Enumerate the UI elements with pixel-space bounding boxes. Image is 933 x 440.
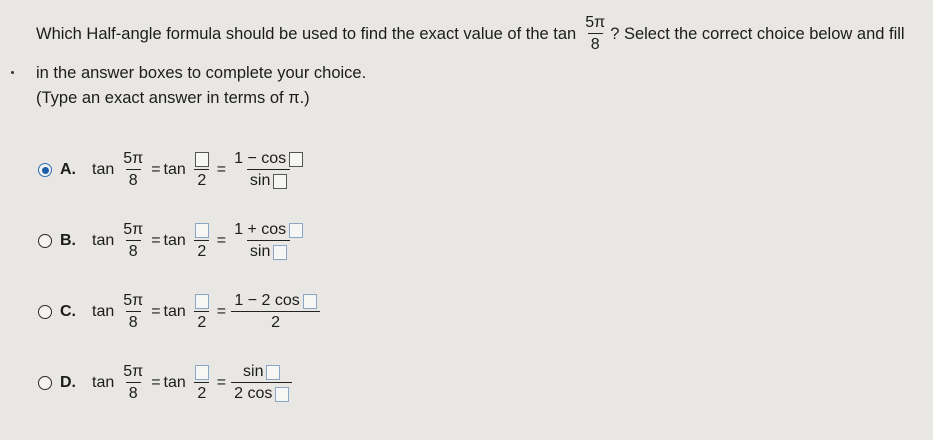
fraction-den-text: sin xyxy=(249,243,271,260)
fraction-den: 2 xyxy=(194,169,209,189)
radio-c[interactable] xyxy=(38,305,52,319)
choice-c[interactable] xyxy=(38,293,322,331)
answer-box[interactable] xyxy=(303,294,317,309)
tan-label: tan xyxy=(163,303,186,320)
answer-box[interactable] xyxy=(273,174,287,189)
middle-fraction xyxy=(192,365,212,402)
fraction-den-text: 2 cos xyxy=(234,385,273,402)
choice-expression xyxy=(92,293,322,331)
choice-letter: A. xyxy=(60,161,76,178)
fraction-den-text: 2 xyxy=(271,314,281,331)
answer-box[interactable] xyxy=(195,152,209,167)
choice-letter: C. xyxy=(60,303,76,320)
question-fraction-num: 5π xyxy=(585,14,606,31)
fraction-den: 2 xyxy=(194,382,209,402)
question-line-1 xyxy=(36,6,905,62)
answer-box[interactable] xyxy=(289,152,303,167)
equals-sign: = xyxy=(151,303,161,320)
question-text-before: Which Half-angle formula should be used to find the exact value of the tan xyxy=(36,24,577,43)
tan-label: tan xyxy=(163,232,186,249)
fraction-den: 8 xyxy=(126,240,141,260)
fraction-den: 8 xyxy=(126,382,141,402)
choice-b[interactable] xyxy=(38,222,308,260)
choice-letter: B. xyxy=(60,232,76,249)
fraction-num-text: 1 − 2 cos xyxy=(234,292,300,309)
fraction-den: 8 xyxy=(126,311,141,331)
fraction-den: 2 xyxy=(194,311,209,331)
equals-sign: = xyxy=(151,374,161,391)
fraction-num: 5π xyxy=(123,150,144,167)
left-fraction xyxy=(120,293,146,331)
equals-sign: = xyxy=(151,161,161,178)
right-fraction xyxy=(231,151,306,189)
tan-label: tan xyxy=(92,374,115,391)
choice-letter: D. xyxy=(60,374,76,391)
answer-box[interactable] xyxy=(195,294,209,309)
equals-sign: = xyxy=(216,303,227,320)
fraction-den: 8 xyxy=(126,169,141,189)
question-fraction xyxy=(582,15,608,53)
right-fraction xyxy=(231,222,306,260)
choice-expression xyxy=(92,364,294,402)
middle-fraction xyxy=(192,152,212,189)
choice-d[interactable] xyxy=(38,364,294,402)
tan-label: tan xyxy=(92,232,115,249)
answer-box[interactable] xyxy=(273,245,287,260)
fraction-den: 2 xyxy=(194,240,209,260)
tan-label: tan xyxy=(92,303,115,320)
radio-a[interactable] xyxy=(38,163,52,177)
fraction-num: 5π xyxy=(123,221,144,238)
radio-b[interactable] xyxy=(38,234,52,248)
answer-box[interactable] xyxy=(195,223,209,238)
answer-box[interactable] xyxy=(195,365,209,380)
answer-box[interactable] xyxy=(275,387,289,402)
right-fraction xyxy=(231,364,292,402)
fraction-num-text: sin xyxy=(243,363,264,380)
equals-sign: = xyxy=(216,161,227,178)
question-line-2: in the answer boxes to complete your choice. xyxy=(36,64,367,82)
fraction-den-text: sin xyxy=(249,172,271,189)
left-fraction xyxy=(120,222,146,260)
answer-box[interactable] xyxy=(289,223,303,238)
equals-sign: = xyxy=(216,374,227,391)
tan-label: tan xyxy=(92,161,115,178)
middle-fraction xyxy=(192,294,212,331)
choice-expression xyxy=(92,151,308,189)
answer-box[interactable] xyxy=(266,365,280,380)
choice-expression xyxy=(92,222,308,260)
equals-sign: = xyxy=(151,232,161,249)
choice-a[interactable] xyxy=(38,151,308,189)
fraction-num: 5π xyxy=(123,292,144,309)
tan-label: tan xyxy=(163,161,186,178)
left-fraction xyxy=(120,151,146,189)
question-fraction-den: 8 xyxy=(588,33,603,53)
tan-label: tan xyxy=(163,374,186,391)
fraction-num: 5π xyxy=(123,363,144,380)
middle-fraction xyxy=(192,223,212,260)
question-text-after: ? Select the correct choice below and fill xyxy=(610,24,905,43)
radio-d[interactable] xyxy=(38,376,52,390)
bullet-dot xyxy=(11,71,14,74)
equals-sign: = xyxy=(216,232,227,249)
fraction-num-text: 1 + cos xyxy=(234,221,287,238)
question-line-3: (Type an exact answer in terms of π.) xyxy=(36,89,310,107)
right-fraction xyxy=(231,293,320,331)
left-fraction xyxy=(120,364,146,402)
fraction-num-text: 1 − cos xyxy=(234,150,287,167)
